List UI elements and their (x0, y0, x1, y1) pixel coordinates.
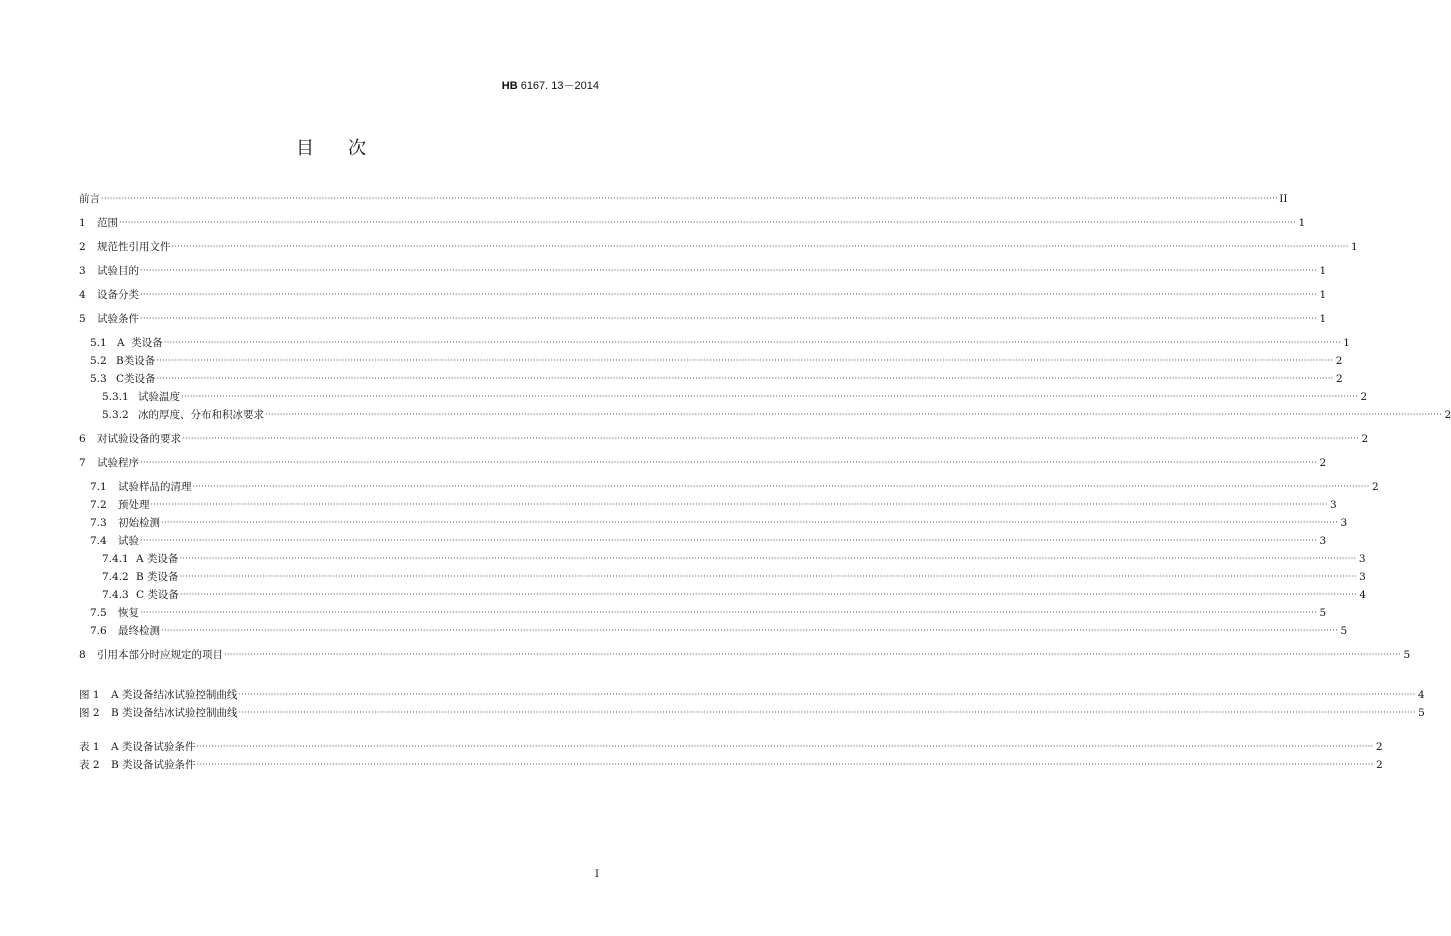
toc-entry-page: 1 (1343, 337, 1350, 349)
toc-entry-heading (79, 264, 139, 278)
toc-entry-number: 1 (79, 217, 86, 229)
toc-entry[interactable] (90, 334, 1350, 350)
toc-entry-heading (79, 740, 195, 754)
toc-entry-number: 表 2 (79, 759, 100, 771)
toc-entry-heading (79, 312, 139, 326)
toc-entry-page: 1 (1319, 265, 1327, 277)
toc-entry[interactable] (90, 496, 1337, 512)
toc-entry[interactable] (79, 310, 1327, 326)
toc-entry-heading (102, 390, 180, 404)
toc-entry-heading (79, 706, 238, 720)
dot-leader: ················································································································································································································································································································································································································ (140, 266, 1318, 275)
toc-entry[interactable] (90, 478, 1379, 494)
toc-entry[interactable] (90, 532, 1327, 548)
toc-entry-number: 3 (79, 265, 86, 277)
toc-entry-number: 7.3 (90, 517, 107, 529)
toc-entry-heading (90, 606, 139, 620)
toc-entry-page: 2 (1360, 391, 1368, 403)
toc-entry[interactable] (79, 238, 1358, 254)
toc-entry-page: 3 (1340, 517, 1348, 529)
toc-entry-page: 2 (1375, 741, 1383, 753)
toc-entry-heading (90, 498, 150, 512)
title-char-1: 目 (296, 138, 314, 159)
toc-entry-number: 7.4.3 (102, 589, 129, 601)
toc-entry-page: 2 (1319, 457, 1327, 469)
toc-entry-heading (79, 432, 181, 446)
standard-code (502, 77, 599, 93)
toc-entry-number: 7.6 (90, 625, 107, 637)
toc-entry-heading (90, 624, 160, 638)
dot-leader: ················································································································································································································································································································································································································ (163, 338, 1341, 347)
toc-entry-label: 冰的厚度、分布和积冰要求 (138, 409, 264, 421)
toc-entry-heading (102, 588, 179, 602)
toc-entry-label: A 类设备 (136, 553, 179, 565)
toc-entry[interactable] (79, 286, 1327, 302)
toc-entry-number: 图 2 (79, 707, 100, 719)
toc-entry-label: 引用本部分时应规定的项目 (97, 649, 223, 661)
toc-entry-number: 图 1 (79, 689, 100, 701)
toc-entry-heading (79, 456, 139, 470)
toc-entry-page: 2 (1335, 355, 1343, 367)
dot-leader: ················································································································································································································································································································································································································ (196, 742, 1374, 751)
toc-entry[interactable] (102, 586, 1367, 602)
toc-entry-label: 试验样品的清理 (118, 481, 192, 493)
toc-entry-label: 预处理 (118, 499, 150, 511)
standard-number: 6167. 13－2014 (517, 80, 599, 92)
toc-entry-page: 2 (1361, 433, 1369, 445)
toc-entry-page: 5 (1418, 707, 1425, 719)
dot-leader: ················································································································································································································································································································································································································ (119, 218, 1297, 227)
toc-entry-page: 3 (1319, 535, 1327, 547)
dot-leader: ················································································································································································································································································································································································································ (140, 290, 1318, 299)
toc-entry-number: 5.3.1 (102, 391, 129, 403)
toc-entry-page: 3 (1358, 553, 1366, 565)
toc-entry-label: A 类设备结冰试验控制曲线 (111, 689, 238, 701)
toc-entry-heading (90, 354, 155, 368)
dot-leader: ················································································································································································································································································································································································································ (161, 518, 1339, 527)
toc-entry[interactable] (90, 352, 1343, 368)
toc-entry[interactable] (90, 370, 1343, 386)
toc-entry-number: 2 (79, 241, 86, 253)
toc-entry-number: 6 (79, 433, 86, 445)
toc-entry-number: 8 (79, 649, 86, 661)
toc-entry-label: 最终检测 (118, 625, 160, 637)
toc-entry-number: 7.1 (90, 481, 107, 493)
toc-entry-label: A 类设备试验条件 (111, 741, 196, 753)
toc-entry-number: 7.4 (90, 535, 107, 547)
toc-entry-label: 试验程序 (97, 457, 139, 469)
page-title (0, 134, 662, 160)
toc-entry-label: 前言 (79, 193, 100, 205)
standard-prefix: HB (501, 80, 518, 92)
toc-entry-page: 1 (1319, 313, 1327, 325)
toc-entry-number: 5 (79, 313, 86, 325)
dot-leader: ················································································································································································································································································································································································································ (150, 500, 1328, 509)
toc-entry[interactable] (79, 214, 1306, 230)
toc-entry-heading (102, 570, 179, 584)
toc-entry-heading (79, 216, 118, 230)
toc-entry-page: 2 (1372, 481, 1379, 493)
toc-entry[interactable] (102, 406, 1451, 422)
toc-entry-number: 5.3 (90, 373, 107, 385)
toc-entry[interactable] (79, 686, 1425, 702)
dot-leader: ················································································································································································································································································································································································································ (238, 708, 1416, 717)
toc-entry[interactable] (102, 388, 1368, 404)
toc-entry-heading (102, 408, 264, 422)
toc-entry-label: 对试验设备的要求 (97, 433, 181, 445)
toc-entry-page: 2 (1336, 373, 1343, 385)
toc-entry[interactable] (79, 738, 1383, 754)
toc-entry-label: 试验条件 (97, 313, 139, 325)
toc-entry-label: B 类设备结冰试验控制曲线 (111, 707, 238, 719)
toc-entry-number: 5.2 (90, 355, 107, 367)
dot-leader: ················································································································································································································································································································································································································ (224, 650, 1402, 659)
toc-entry[interactable] (79, 454, 1327, 470)
dot-leader: ················································································································································································································································································································································································································ (179, 572, 1357, 581)
dot-leader: ················································································································································································································································································································································································································ (181, 392, 1359, 401)
toc-entry[interactable] (90, 622, 1348, 638)
toc-entry-number: 表 1 (79, 741, 100, 753)
toc-entry[interactable] (79, 756, 1383, 772)
toc-entry-heading (79, 240, 171, 254)
toc-entry-heading (90, 372, 156, 386)
toc-entry-label: 试验目的 (97, 265, 139, 277)
title-char-2: 次 (348, 138, 366, 159)
dot-leader: ················································································································································································································································································································································································································ (140, 608, 1318, 617)
dot-leader: ················································································································································································································································································································································································································ (192, 482, 1370, 491)
toc-entry-page: 5 (1403, 649, 1411, 661)
toc-entry-label: A 类设备 (117, 337, 163, 349)
dot-leader: ················································································································································································································································································································································································································ (182, 434, 1360, 443)
toc-entry-number: 7 (79, 457, 86, 469)
toc-entry[interactable] (90, 514, 1348, 530)
toc-entry-heading (79, 688, 237, 702)
dot-leader: ················································································································································································································································································································································································································ (196, 760, 1374, 769)
toc-entry-label: C类设备 (116, 373, 156, 385)
toc-entry-page: 4 (1359, 589, 1367, 601)
toc-entry[interactable] (90, 604, 1327, 620)
toc-entry-heading (90, 534, 139, 548)
toc-entry-heading (90, 336, 163, 350)
dot-leader: ················································································································································································································································································································································································································ (156, 356, 1334, 365)
toc-entry[interactable] (79, 190, 1288, 206)
toc-entry-label: 恢复 (118, 607, 139, 619)
toc-entry-number: 4 (79, 289, 86, 301)
toc-entry-page: 5 (1319, 607, 1327, 619)
toc-entry-page: 2 (1376, 759, 1383, 771)
toc-entry-heading (79, 758, 196, 772)
dot-leader: ················································································································································································································································································································································································································ (238, 690, 1416, 699)
toc-entry-heading (79, 192, 100, 206)
toc-entry-number: 7.4.2 (102, 571, 129, 583)
dot-leader: ················································································································································································································································································································································································································ (171, 242, 1349, 251)
toc-entry-label: B 类设备 (136, 571, 179, 583)
toc-entry-label: 试验温度 (138, 391, 180, 403)
toc-entry[interactable] (102, 568, 1366, 584)
page-number: I (595, 869, 599, 880)
toc-entry-heading (90, 480, 192, 494)
toc-entry-number: 7.4.1 (102, 553, 129, 565)
toc-entry-label: 设备分类 (97, 289, 139, 301)
dot-leader: ················································································································································································································································································································································································································ (101, 194, 1279, 203)
toc-entry[interactable] (79, 430, 1369, 446)
toc-entry-label: 范围 (97, 217, 118, 229)
toc-entry-page: 1 (1351, 241, 1358, 253)
toc-entry-heading (79, 648, 223, 662)
toc-entry-number: 5.3.2 (102, 409, 129, 421)
dot-leader: ················································································································································································································································································································································································································ (179, 590, 1358, 599)
dot-leader: ················································································································································································································································································································································································································ (161, 626, 1339, 635)
toc-entry-label: 试验 (118, 535, 139, 547)
toc-entry-label: 规范性引用文件 (97, 241, 171, 253)
toc-entry-page: 1 (1319, 289, 1327, 301)
dot-leader: ················································································································································································································································································································································································································ (140, 536, 1318, 545)
toc-entry-page: 3 (1330, 499, 1337, 511)
toc-entry-label: B类设备 (116, 355, 156, 367)
toc-entry-number: 5.1 (90, 337, 107, 349)
dot-leader: ················································································································································································································································································································································································································ (140, 314, 1318, 323)
toc-entry[interactable] (79, 704, 1425, 720)
toc-entry-page: 2 (1444, 409, 1451, 421)
toc-entry[interactable] (79, 646, 1411, 662)
toc-entry-page: 1 (1298, 217, 1306, 229)
toc-entry-heading (102, 552, 178, 566)
toc-entry-page: 5 (1340, 625, 1348, 637)
dot-leader: ················································································································································································································································································································································································································ (179, 554, 1357, 563)
dot-leader: ················································································································································································································································································································································································································ (156, 374, 1334, 383)
toc-entry-number: 7.5 (90, 607, 107, 619)
toc-entry-heading (79, 288, 139, 302)
toc-entry[interactable] (102, 550, 1366, 566)
toc-entry-page: 3 (1359, 571, 1366, 583)
toc-entry-label: C 类设备 (136, 589, 179, 601)
dot-leader: ················································································································································································································································································································································································································ (265, 410, 1443, 419)
toc-entry-number: 7.2 (90, 499, 107, 511)
toc-entry-heading (90, 516, 160, 530)
toc-entry-page: 4 (1417, 689, 1425, 701)
dot-leader: ················································································································································································································································································································································································································ (140, 458, 1318, 467)
toc-entry[interactable] (79, 262, 1327, 278)
toc-entry-label: 初始检测 (118, 517, 160, 529)
toc-entry-label: B 类设备试验条件 (111, 759, 196, 771)
toc-entry-page: II (1279, 193, 1288, 205)
